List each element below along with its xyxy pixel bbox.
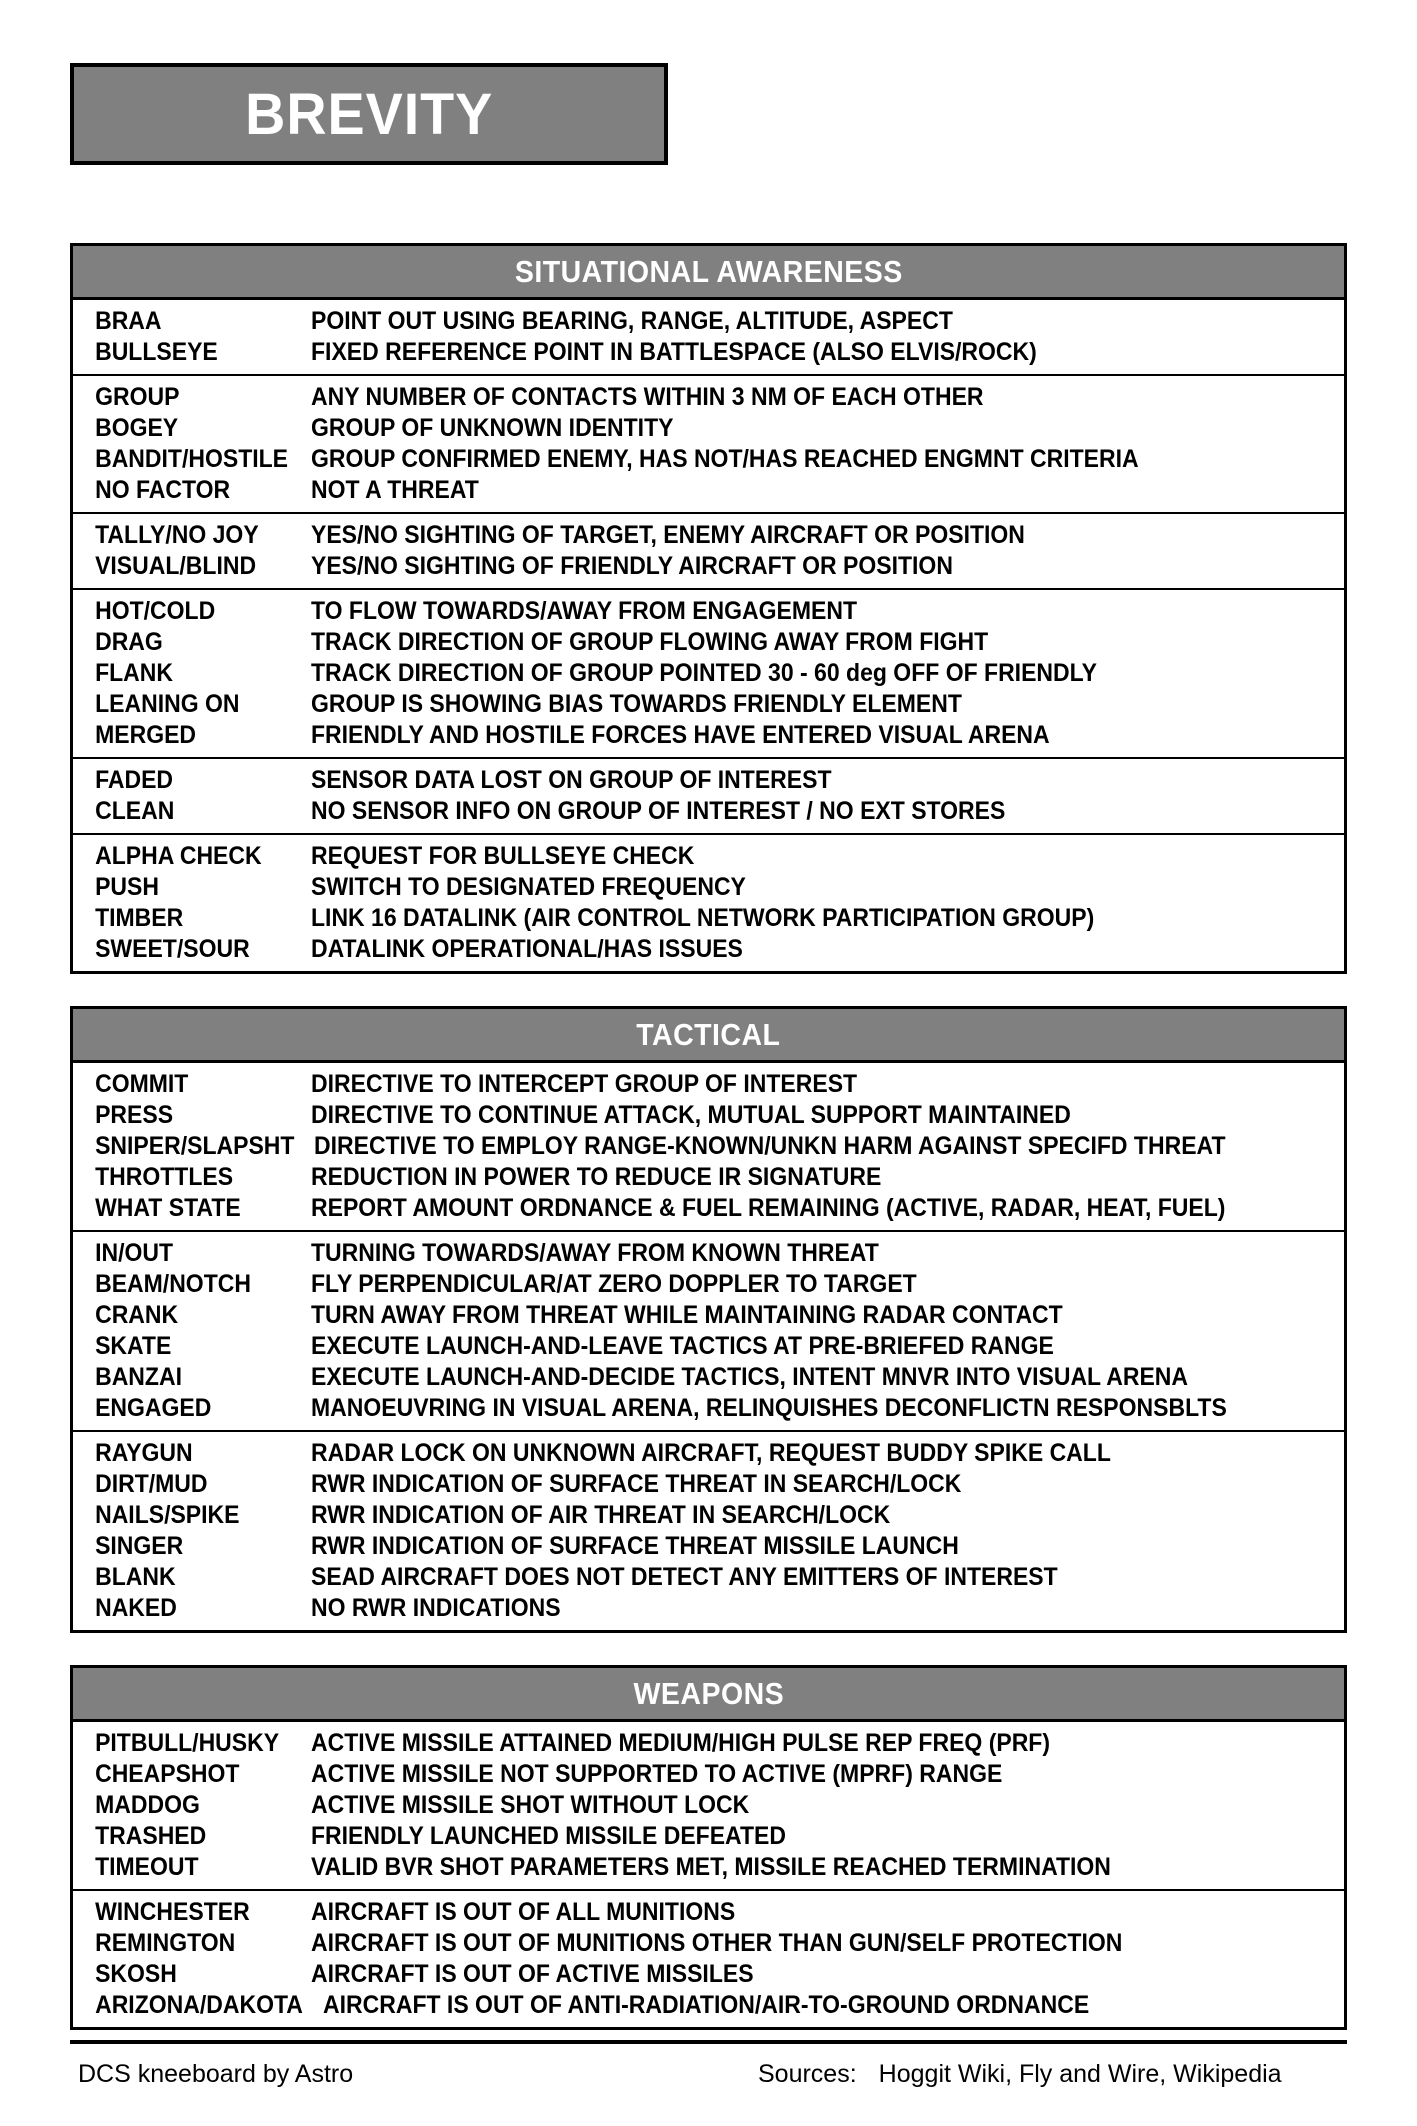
row-definition: REQUEST FOR BULLSEYE CHECK	[311, 842, 695, 870]
table-row	[73, 1959, 1344, 1990]
table-row	[73, 658, 1344, 689]
row-definition: RWR INDICATION OF AIR THREAT IN SEARCH/LOCK	[311, 1501, 891, 1529]
page-title: BREVITY	[244, 81, 494, 147]
row-definition: ACTIVE MISSILE SHOT WITHOUT LOCK	[311, 1791, 750, 1819]
row-definition: RADAR LOCK ON UNKNOWN AIRCRAFT, REQUEST BUDDY SPIKE CALL	[311, 1439, 1111, 1467]
row-definition: POINT OUT USING BEARING, RANGE, ALTITUDE, ASPECT	[311, 307, 953, 335]
table-row	[73, 903, 1344, 934]
table-row	[73, 444, 1344, 475]
table-row	[73, 1162, 1344, 1193]
row-term: NO FACTOR	[95, 476, 231, 504]
row-definition: TRACK DIRECTION OF GROUP FLOWING AWAY FROM FIGHT	[311, 628, 989, 656]
row-term: THROTTLES	[95, 1163, 234, 1191]
table-row	[73, 1069, 1344, 1100]
table-row	[73, 1238, 1344, 1269]
table-row	[73, 689, 1344, 720]
row-term: WINCHESTER	[95, 1898, 250, 1926]
row-definition: NO SENSOR INFO ON GROUP OF INTEREST / NO EXT STORES	[311, 797, 1006, 825]
row-term: BOGEY	[95, 414, 179, 442]
table-row	[73, 475, 1344, 506]
row-term: PRESS	[95, 1101, 174, 1129]
section-weapons	[70, 1665, 1347, 2030]
row-term: BEAM/NOTCH	[95, 1270, 251, 1298]
row-term: SWEET/SOUR	[95, 935, 250, 963]
row-term: NAILS/SPIKE	[95, 1501, 240, 1529]
row-term: SNIPER/SLAPSHT	[95, 1132, 295, 1160]
row-term: WHAT STATE	[95, 1194, 241, 1222]
page-title-box	[70, 63, 668, 165]
term-group	[73, 759, 1344, 835]
row-definition: TURN AWAY FROM THREAT WHILE MAINTAINING RADAR CONTACT	[311, 1301, 1063, 1329]
row-term: BANZAI	[95, 1363, 182, 1391]
term-group	[73, 1232, 1344, 1432]
section-situational-awareness	[70, 243, 1347, 974]
table-row	[73, 1500, 1344, 1531]
table-row	[73, 1438, 1344, 1469]
row-definition: FIXED REFERENCE POINT IN BATTLESPACE (ALSO ELVIS/ROCK)	[311, 338, 1037, 366]
row-term: SKOSH	[95, 1960, 177, 1988]
table-row	[73, 720, 1344, 751]
table-row	[73, 1759, 1344, 1790]
row-definition: TO FLOW TOWARDS/AWAY FROM ENGAGEMENT	[311, 597, 858, 625]
footer-credit: DCS kneeboard by Astro	[78, 2060, 354, 2088]
row-definition: REDUCTION IN POWER TO REDUCE IR SIGNATURE	[311, 1163, 882, 1191]
table-row	[73, 1193, 1344, 1224]
term-group	[73, 835, 1344, 971]
row-term: FADED	[95, 766, 174, 794]
row-definition: NOT A THREAT	[311, 476, 479, 504]
row-term: PITBULL/HUSKY	[95, 1729, 280, 1757]
table-row	[73, 765, 1344, 796]
row-term: BANDIT/HOSTILE	[95, 445, 289, 473]
row-definition: AIRCRAFT IS OUT OF ACTIVE MISSILES	[311, 1960, 754, 1988]
table-row	[73, 1990, 1344, 2021]
table-row	[73, 627, 1344, 658]
table-row	[73, 1331, 1344, 1362]
table-row	[73, 1300, 1344, 1331]
row-definition: SWITCH TO DESIGNATED FREQUENCY	[311, 873, 746, 901]
section-title: WEAPONS	[633, 1676, 784, 1711]
table-row	[73, 1393, 1344, 1424]
term-group	[73, 1063, 1344, 1232]
table-row	[73, 1593, 1344, 1624]
section-body	[73, 1063, 1344, 1630]
row-definition: AIRCRAFT IS OUT OF MUNITIONS OTHER THAN GUN/SELF PROTECTION	[311, 1929, 1123, 1957]
row-definition: RWR INDICATION OF SURFACE THREAT IN SEARCH/LOCK	[311, 1470, 962, 1498]
row-term: BULLSEYE	[95, 338, 218, 366]
row-term: REMINGTON	[95, 1929, 236, 1957]
footer	[70, 2060, 1347, 2092]
row-definition: VALID BVR SHOT PARAMETERS MET, MISSILE REACHED TERMINATION	[311, 1853, 1111, 1881]
row-definition: DIRECTIVE TO CONTINUE ATTACK, MUTUAL SUPPORT MAINTAINED	[311, 1101, 1071, 1129]
term-group	[73, 1432, 1344, 1630]
table-row	[73, 841, 1344, 872]
row-term: HOT/COLD	[95, 597, 216, 625]
row-term: GROUP	[95, 383, 180, 411]
footer-sources-value: Hoggit Wiki, Fly and Wire, Wikipedia	[878, 2060, 1282, 2088]
row-term: SINGER	[95, 1532, 184, 1560]
row-definition: ACTIVE MISSILE NOT SUPPORTED TO ACTIVE (MPRF) RANGE	[311, 1760, 1003, 1788]
table-row	[73, 413, 1344, 444]
section-header	[73, 1668, 1344, 1722]
row-term: DIRT/MUD	[95, 1470, 208, 1498]
term-group	[73, 376, 1344, 514]
table-row	[73, 1269, 1344, 1300]
row-definition: YES/NO SIGHTING OF TARGET, ENEMY AIRCRAFT OR POSITION	[311, 521, 1025, 549]
row-term: SKATE	[95, 1332, 172, 1360]
footer-sources	[758, 2060, 1282, 2089]
row-term: IN/OUT	[95, 1239, 174, 1267]
section-body	[73, 300, 1344, 971]
table-row	[73, 1531, 1344, 1562]
row-term: FLANK	[95, 659, 174, 687]
table-row	[73, 1100, 1344, 1131]
row-definition: RWR INDICATION OF SURFACE THREAT MISSILE LAUNCH	[311, 1532, 959, 1560]
row-term: TIMBER	[95, 904, 184, 932]
row-term: RAYGUN	[95, 1439, 193, 1467]
row-term: COMMIT	[95, 1070, 189, 1098]
row-definition: SENSOR DATA LOST ON GROUP OF INTEREST	[311, 766, 832, 794]
row-definition: NO RWR INDICATIONS	[311, 1594, 561, 1622]
section-body	[73, 1722, 1344, 2027]
sections-container	[70, 243, 1347, 2030]
row-term: CLEAN	[95, 797, 175, 825]
row-term: BRAA	[95, 307, 162, 335]
row-definition: REPORT AMOUNT ORDNANCE & FUEL REMAINING (ACTIVE, RADAR, HEAT, FUEL)	[311, 1194, 1226, 1222]
row-definition: AIRCRAFT IS OUT OF ANTI-RADIATION/AIR-TO-GROUND ORDNANCE	[322, 1991, 1090, 2019]
table-row	[73, 1928, 1344, 1959]
table-row	[73, 337, 1344, 368]
row-definition: GROUP IS SHOWING BIAS TOWARDS FRIENDLY ELEMENT	[311, 690, 962, 718]
row-definition: GROUP CONFIRMED ENEMY, HAS NOT/HAS REACHED ENGMNT CRITERIA	[311, 445, 1139, 473]
row-definition: FRIENDLY AND HOSTILE FORCES HAVE ENTERED VISUAL ARENA	[311, 721, 1050, 749]
row-term: ALPHA CHECK	[95, 842, 262, 870]
table-row	[73, 1790, 1344, 1821]
table-row	[73, 796, 1344, 827]
footer-sources-label: Sources:	[758, 2060, 857, 2088]
table-row	[73, 520, 1344, 551]
row-definition: SEAD AIRCRAFT DOES NOT DETECT ANY EMITTERS OF INTEREST	[311, 1563, 1058, 1591]
footer-divider	[70, 2040, 1347, 2044]
table-row	[73, 1897, 1344, 1928]
term-group	[73, 590, 1344, 759]
row-term: MERGED	[95, 721, 197, 749]
table-row	[73, 872, 1344, 903]
term-group	[73, 300, 1344, 376]
table-row	[73, 306, 1344, 337]
table-row	[73, 1852, 1344, 1883]
table-row	[73, 1821, 1344, 1852]
row-term: CHEAPSHOT	[95, 1760, 240, 1788]
row-definition: TRACK DIRECTION OF GROUP POINTED 30 - 60 deg OFF OF FRIENDLY	[311, 659, 1097, 687]
row-term: LEANING ON	[95, 690, 240, 718]
table-row	[73, 1131, 1344, 1162]
row-definition: YES/NO SIGHTING OF FRIENDLY AIRCRAFT OR POSITION	[311, 552, 953, 580]
table-row	[73, 934, 1344, 965]
section-tactical	[70, 1006, 1347, 1633]
table-row	[73, 1469, 1344, 1500]
term-group	[73, 1722, 1344, 1891]
row-term: TRASHED	[95, 1822, 207, 1850]
row-definition: EXECUTE LAUNCH-AND-LEAVE TACTICS AT PRE-BRIEFED RANGE	[311, 1332, 1054, 1360]
kneeboard-page	[0, 63, 1417, 2126]
row-definition: LINK 16 DATALINK (AIR CONTROL NETWORK PARTICIPATION GROUP)	[311, 904, 1095, 932]
table-row	[73, 551, 1344, 582]
table-row	[73, 596, 1344, 627]
row-definition: FLY PERPENDICULAR/AT ZERO DOPPLER TO TARGET	[311, 1270, 917, 1298]
row-definition: DIRECTIVE TO INTERCEPT GROUP OF INTEREST	[311, 1070, 858, 1098]
row-term: TALLY/NO JOY	[95, 521, 259, 549]
row-definition: GROUP OF UNKNOWN IDENTITY	[311, 414, 674, 442]
row-term: CRANK	[95, 1301, 179, 1329]
row-definition: FRIENDLY LAUNCHED MISSILE DEFEATED	[311, 1822, 786, 1850]
section-title: TACTICAL	[636, 1017, 781, 1052]
section-header	[73, 1009, 1344, 1063]
row-term: TIMEOUT	[95, 1853, 199, 1881]
row-definition: AIRCRAFT IS OUT OF ALL MUNITIONS	[311, 1898, 736, 1926]
row-term: PUSH	[95, 873, 159, 901]
row-term: VISUAL/BLIND	[95, 552, 257, 580]
row-term: ARIZONA/DAKOTA	[95, 1991, 303, 2019]
row-definition: DIRECTIVE TO EMPLOY RANGE-KNOWN/UNKN HARM AGAINST SPECIFD THREAT	[313, 1132, 1226, 1160]
row-definition: ACTIVE MISSILE ATTAINED MEDIUM/HIGH PULSE REP FREQ (PRF)	[311, 1729, 1051, 1757]
term-group	[73, 1891, 1344, 2027]
row-term: DRAG	[95, 628, 163, 656]
row-definition: ANY NUMBER OF CONTACTS WITHIN 3 NM OF EACH OTHER	[311, 383, 984, 411]
row-definition: DATALINK OPERATIONAL/HAS ISSUES	[311, 935, 743, 963]
row-definition: TURNING TOWARDS/AWAY FROM KNOWN THREAT	[311, 1239, 879, 1267]
table-row	[73, 382, 1344, 413]
row-term: BLANK	[95, 1563, 176, 1591]
row-term: NAKED	[95, 1594, 177, 1622]
section-title: SITUATIONAL AWARENESS	[514, 254, 903, 289]
row-definition: EXECUTE LAUNCH-AND-DECIDE TACTICS, INTENT MNVR INTO VISUAL ARENA	[311, 1363, 1189, 1391]
table-row	[73, 1562, 1344, 1593]
row-definition: MANOEUVRING IN VISUAL ARENA, RELINQUISHES DECONFLICTN RESPONSBLTS	[311, 1394, 1227, 1422]
row-term: MADDOG	[95, 1791, 200, 1819]
row-term: ENGAGED	[95, 1394, 212, 1422]
table-row	[73, 1728, 1344, 1759]
term-group	[73, 514, 1344, 590]
table-row	[73, 1362, 1344, 1393]
section-header	[73, 246, 1344, 300]
